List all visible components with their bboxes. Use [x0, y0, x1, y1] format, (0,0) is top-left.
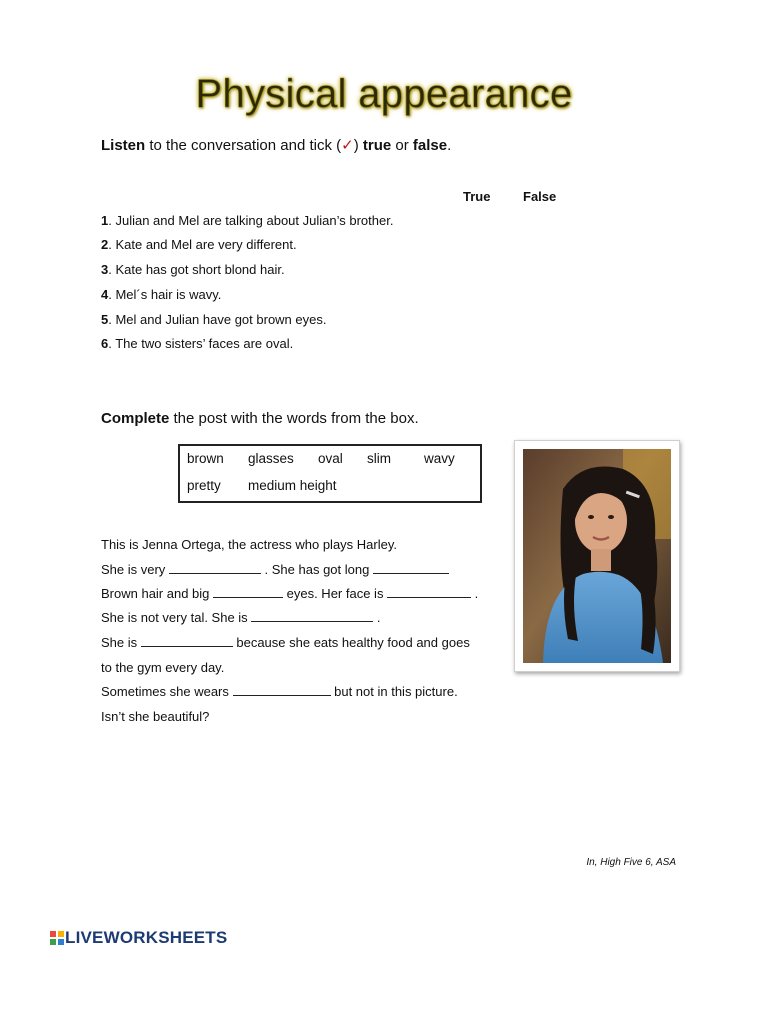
post-text: Sometimes she wears [101, 684, 233, 699]
word-glasses: glasses [248, 451, 294, 466]
column-header-false: False [523, 189, 557, 204]
instr-keyword-true: true [362, 137, 392, 154]
word-oval: oval [318, 451, 343, 466]
blank-field[interactable] [373, 562, 449, 574]
instr-keyword-false: false [412, 137, 448, 154]
statement-text: . The two sisters’ faces are oval. [108, 336, 294, 351]
word-slim: slim [367, 451, 391, 466]
word-medium-height: medium height [248, 478, 337, 493]
instr-text: the post with the words from the box. [169, 410, 419, 427]
instr-keyword-listen: Listen [101, 137, 146, 154]
post-text: She is very [101, 562, 169, 577]
statement-item [101, 336, 293, 351]
word-wavy: wavy [424, 451, 455, 466]
post-text: Brown hair and big [101, 586, 214, 601]
logo-text: LIVEWORKSHEETS [65, 928, 228, 947]
tick-icon: ✓ [341, 137, 354, 154]
post-text: . [471, 586, 479, 601]
word-brown: brown [187, 451, 224, 466]
statement-item [101, 262, 285, 277]
portrait-image [523, 449, 671, 663]
statement-number: 1 [101, 213, 109, 228]
instr-text: ) [353, 137, 363, 154]
blank-field[interactable] [213, 586, 283, 598]
statement-item [101, 312, 326, 327]
post-text: She is [101, 635, 141, 650]
statement-text: . Kate and Mel are very different. [108, 237, 297, 252]
statement-number: 5 [101, 312, 109, 327]
instr-text: to the conversation and tick ( [145, 137, 342, 154]
instr-keyword-complete: Complete [101, 410, 170, 427]
statement-item [101, 287, 221, 302]
post-line: Isn’t she beautiful? [101, 709, 210, 724]
statement-text: . Mel´s hair is wavy. [108, 287, 222, 302]
photo-frame [514, 440, 680, 672]
post-line [101, 610, 381, 625]
instr-text: . [447, 137, 452, 154]
statement-text: . Julian and Mel are talking about Julian’s brother. [108, 213, 394, 228]
post-text: but not in this picture. [330, 684, 458, 699]
statement-text: . Mel and Julian have got brown eyes. [108, 312, 327, 327]
post-text: . She has got long [260, 562, 373, 577]
statement-text: . Kate has got short blond hair. [108, 262, 285, 277]
liveworksheets-logo-icon [50, 931, 64, 945]
post-line [101, 562, 449, 577]
blank-field[interactable] [169, 562, 261, 574]
worksheet-title: Physical appearance [195, 72, 573, 116]
post-line: to the gym every day. [101, 660, 225, 675]
word-pretty: pretty [187, 478, 221, 493]
post-line: This is Jenna Ortega, the actress who plays Harley. [101, 537, 397, 552]
instr-text: or [391, 137, 413, 154]
listen-instruction [101, 136, 451, 154]
statement-item [101, 237, 297, 252]
source-credit: In, High Five 6, ASA [586, 857, 676, 868]
post-text: . [373, 610, 381, 625]
complete-instruction [101, 410, 419, 427]
statement-number: 2 [101, 237, 109, 252]
liveworksheets-logo [50, 928, 227, 948]
statement-number: 3 [101, 262, 109, 277]
post-line [101, 586, 478, 601]
post-text: She is not very tal. She is [101, 610, 252, 625]
column-header-true: True [463, 189, 491, 204]
statement-number: 4 [101, 287, 109, 302]
statement-item [101, 213, 393, 228]
statement-number: 6 [101, 336, 109, 351]
post-line [101, 635, 470, 650]
post-text: because she eats healthy food and goes [232, 635, 470, 650]
blank-field[interactable] [251, 610, 373, 622]
blank-field[interactable] [387, 586, 471, 598]
blank-field[interactable] [233, 684, 331, 696]
portrait-photo [523, 449, 671, 663]
blank-field[interactable] [141, 635, 233, 647]
post-line [101, 684, 458, 699]
post-text: eyes. Her face is [283, 586, 388, 601]
